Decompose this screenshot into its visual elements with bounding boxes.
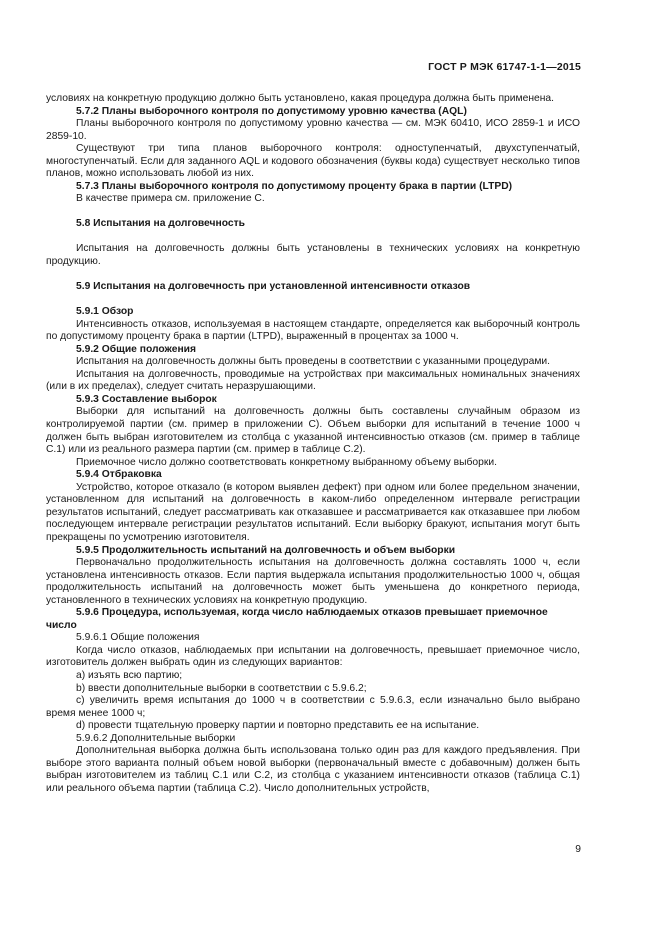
spacer bbox=[46, 293, 580, 306]
spacer bbox=[46, 206, 580, 218]
paragraph: Дополнительная выборка должна быть использована только один раз для каждого предъявления. При выборе этого варианта полный объем новой выборки (первоначальный вместе с добавочным) должен быть выбран изготовителем из таблиц С.1 или С.2, из столбца с указанием интенсивности отказов (таблица С.1) или реального объема партии (таблица С.2). Число дополнительных устройств, bbox=[46, 745, 580, 794]
list-item: a) изъять всю партию; bbox=[76, 669, 183, 681]
heading-5-7-2: 5.7.2 Планы выборочного контроля по допустимому уровню качества (AQL) bbox=[76, 105, 467, 117]
heading-5-9-3: 5.9.3 Составление выборок bbox=[76, 393, 217, 405]
document-header: ГОСТ Р МЭК 61747-1-1—2015 bbox=[428, 61, 581, 73]
heading-5-9-2: 5.9.2 Общие положения bbox=[76, 343, 196, 355]
paragraph: Испытания на долговечность, проводимые на устройствах при максимальных номинальных значениях (или в их пределах), следует считать неразрушающими. bbox=[46, 368, 580, 393]
paragraph: Выборки для испытаний на долговечность должны быть составлены случайным образом из контролируемой партии (см. пример в приложении С). Объем выборки для испытаний в течение 1000 ч должен быть выбран изготовителем из столбца с указанной интенсивностью отказов (см. пример в таблице С.1) или из реального размера партии (см. пример в таблице С.2). bbox=[46, 406, 580, 456]
paragraph: Существуют три типа планов выборочного контроля: одноступенчатый, двухступенчатый, многоступенчатый. Если для заданного AQL и кодового обозначения (буквы кода) существует несколько типов планов, можно использовать любой из них. bbox=[46, 143, 580, 180]
section-heading-5-9: 5.9 Испытания на долговечность при установленной интенсивности отказов bbox=[76, 280, 471, 292]
paragraph: Когда число отказов, наблюдаемых при испытании на долговечность, превышает приемочное число, изготовитель должен выбрать один из следующих вариантов: bbox=[46, 644, 580, 669]
paragraph: Первоначально продолжительность испытания на долговечность должна составлять 1000 ч, если установлена интенсивность отказов. Если партия выдержала испытания продолжительностью 1000 ч, общая продолжительность испытаний на долговечность может быть уменьшена до конкретного периода, установленного в технических условиях на конкретную продукцию. bbox=[46, 557, 580, 606]
list-item: d) провести тщательную проверку партии и повторно представить ее на испытание. bbox=[76, 720, 480, 732]
section-heading-5-8: 5.8 Испытания на долговечность bbox=[76, 217, 245, 229]
heading-5-9-4: 5.9.4 Отбраковка bbox=[76, 469, 162, 481]
heading-5-7-3: 5.7.3 Планы выборочного контроля по допустимому проценту брака в партии (LTPD) bbox=[76, 180, 513, 192]
list-item: b) ввести дополнительные выборки в соответствии с 5.9.6.2; bbox=[76, 682, 367, 694]
paragraph: Испытания на долговечность должны быть установлены в технических условиях на конкретную продукцию. bbox=[46, 243, 580, 268]
heading-5-9-5: 5.9.5 Продолжительность испытаний на долговечность и объем выборки bbox=[76, 544, 456, 556]
heading-5-9-1: 5.9.1 Обзор bbox=[76, 306, 134, 318]
spacer bbox=[46, 230, 580, 243]
paragraph: Устройство, которое отказало (в котором выявлен дефект) при одном или более предельном значении, установленном для испытаний на долговечность в каком-либо определенном интервале регистрации результатов испытаний, следует рассматривать как отказавшее и рассматривается как отказавшее при любом последующем интервале регистрации результатов испытаний. Если выборку бракуют, испытания могут быть прекращены по усмотрению изготовителя. bbox=[46, 481, 580, 543]
paragraph: Интенсивность отказов, используемая в настоящем стандарте, определяется как выборочный контроль по допустимому проценту брака в партии (LTPD), выраженный в процентах за 1000 ч. bbox=[46, 318, 580, 343]
paragraph: В качестве примера см. приложение С. bbox=[76, 193, 265, 205]
list-item: c) увеличить время испытания до 1000 ч в соответствии с 5.9.6.3, если изначально было выбрано время менее 1000 ч; bbox=[46, 695, 580, 719]
paragraph: Испытания на долговечность должны быть проведены в соответствии с указанными процедурами. bbox=[76, 356, 551, 368]
heading-5-9-6: 5.9.6 Процедура, используемая, когда число наблюдаемых отказов превышает приемочное число bbox=[46, 607, 548, 631]
spacer bbox=[46, 269, 580, 281]
paragraph: условиях на конкретную продукцию должно быть установлено, какая процедура должна быть применена. bbox=[46, 93, 555, 104]
page-number: 9 bbox=[575, 844, 581, 855]
subheading-5-9-6-2: 5.9.6.2 Дополнительные выборки bbox=[76, 732, 236, 744]
page-body bbox=[46, 93, 580, 795]
paragraph: Планы выборочного контроля по допустимому уровню качества — см. МЭК 60410, ИСО 2859-1 и ИСО 2859-10. bbox=[46, 118, 580, 142]
subheading-5-9-6-1: 5.9.6.1 Общие положения bbox=[76, 632, 200, 644]
paragraph: Приемочное число должно соответствовать конкретному выбранному объему выборки. bbox=[76, 456, 497, 468]
